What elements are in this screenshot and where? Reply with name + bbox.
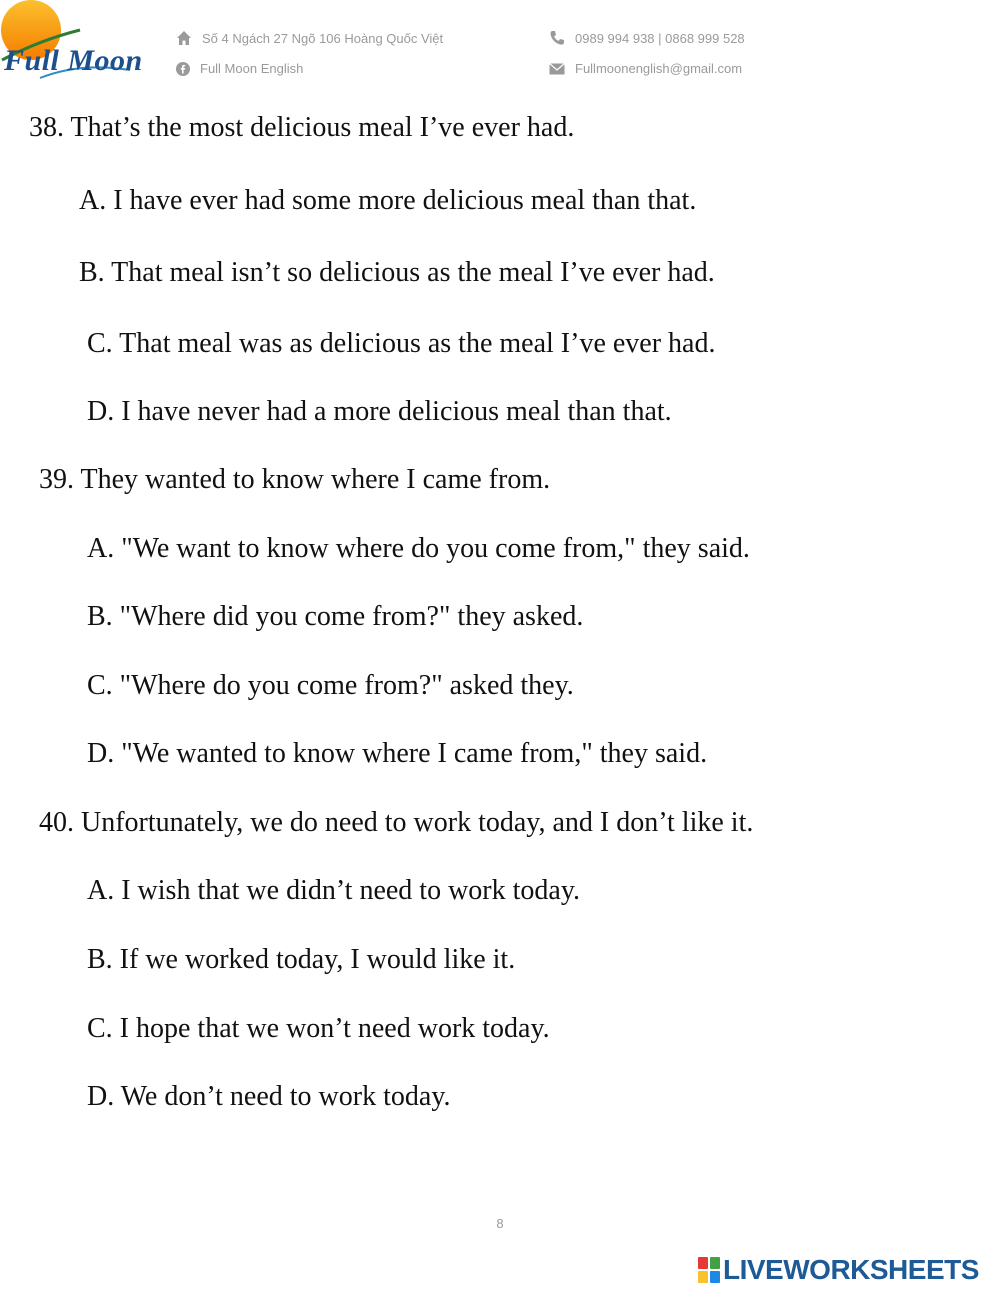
liveworksheets-logo[interactable] xyxy=(698,1256,979,1284)
question-38-option-b[interactable]: B. That meal isn’t so delicious as the meal I’ve ever had. xyxy=(79,257,715,288)
question-40-option-d[interactable]: D. We don’t need to work today. xyxy=(87,1081,451,1112)
address-line xyxy=(176,30,443,46)
question-40-stem: 40. Unfortunately, we do need to work today, and I don’t like it. xyxy=(39,807,754,838)
liveworksheets-brand: LIVEWORKSHEETS xyxy=(723,1254,979,1285)
question-39-option-c[interactable]: C. "Where do you come from?" asked they. xyxy=(87,670,574,701)
question-39-stem: 39. They wanted to know where I came from. xyxy=(39,464,551,495)
question-39-option-b[interactable]: B. "Where did you come from?" they asked. xyxy=(87,601,584,632)
question-38-stem: 38. That’s the most delicious meal I’ve ever had. xyxy=(29,112,575,143)
page-number: 8 xyxy=(496,1216,504,1231)
question-38-option-d[interactable]: D. I have never had a more delicious meal than that. xyxy=(87,396,672,427)
home-icon xyxy=(176,30,192,46)
question-40-option-a[interactable]: A. I wish that we didn’t need to work today. xyxy=(87,875,581,906)
question-38-option-a[interactable]: A. I have ever had some more delicious meal than that. xyxy=(79,185,697,216)
phone-text: 0989 994 938 | 0868 999 528 xyxy=(575,30,745,46)
logo-text: Full Moon xyxy=(4,44,143,77)
question-38-option-c[interactable]: C. That meal was as delicious as the meal I’ve ever had. xyxy=(87,328,716,359)
question-40-option-b[interactable]: B. If we worked today, I would like it. xyxy=(87,944,516,975)
email-text: Fullmoonenglish@gmail.com xyxy=(575,61,743,76)
phone-line xyxy=(549,30,745,46)
question-39-option-d[interactable]: D. "We wanted to know where I came from," they said. xyxy=(87,738,708,769)
facebook-icon xyxy=(176,62,190,76)
question-39-option-a[interactable]: A. "We want to know where do you come from," they said. xyxy=(87,533,750,564)
phone-icon xyxy=(549,30,565,46)
full-moon-logo xyxy=(0,0,143,90)
mail-icon xyxy=(549,63,565,75)
question-40-option-c[interactable]: C. I hope that we won’t need work today. xyxy=(87,1013,550,1044)
facebook-text: Full Moon English xyxy=(200,61,304,76)
email-line xyxy=(549,61,742,76)
liveworksheets-blocks-icon xyxy=(698,1257,720,1283)
facebook-line xyxy=(176,61,303,76)
address-text: Số 4 Ngách 27 Ngõ 106 Hoàng Quốc Việt xyxy=(202,30,444,46)
